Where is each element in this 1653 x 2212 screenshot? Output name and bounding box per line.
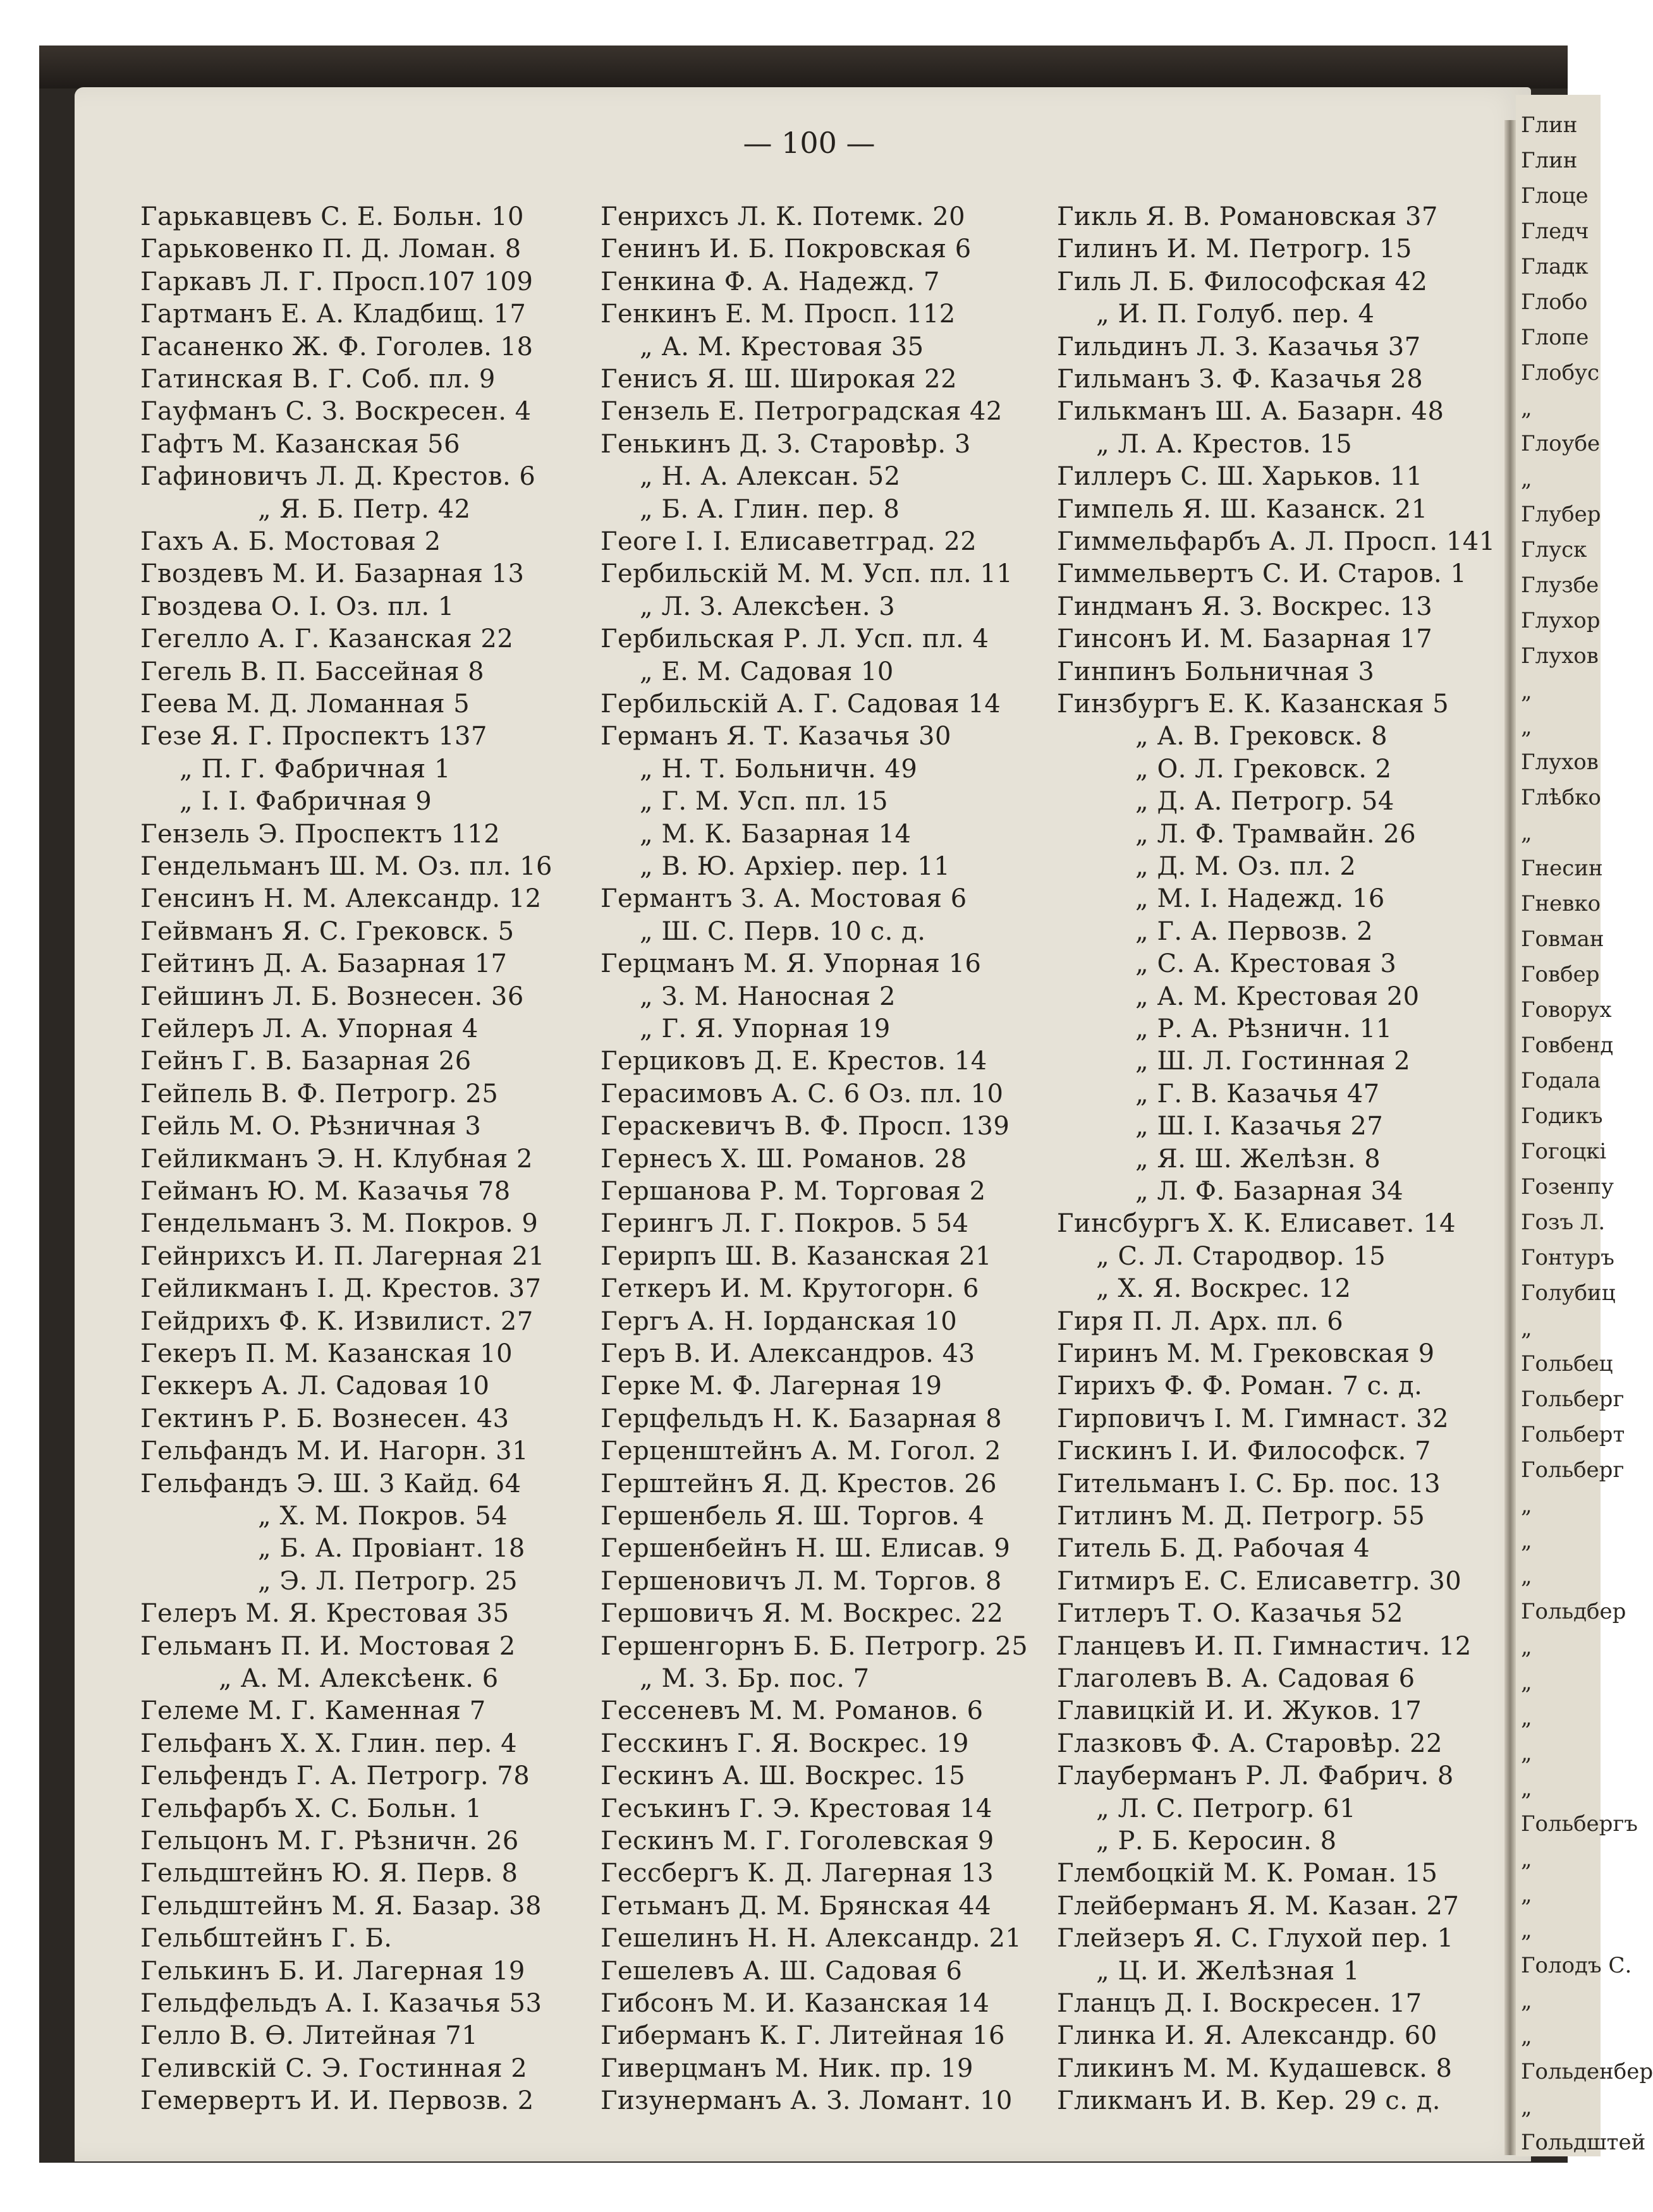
directory-entry: „ Л. Ф. Базарная 34 <box>1135 1177 1404 1206</box>
directory-entry: „ Ш. С. Перв. 10 с. д. <box>640 916 926 946</box>
adjacent-page-fragment: Глубер <box>1521 502 1601 527</box>
directory-entry: Гешелевъ А. Ш. Садовая 6 <box>601 1956 963 1986</box>
adjacent-page-fragment: Гладк <box>1521 254 1589 279</box>
directory-entry: „ З. М. Наносная 2 <box>640 981 896 1011</box>
directory-entry: Гиберманъ К. Г. Литейная 16 <box>601 2021 1005 2051</box>
directory-entry: Гельбштейнъ Г. Б. <box>140 1924 393 1954</box>
directory-entry: „ Г. М. Усп. пл. 15 <box>640 787 889 817</box>
directory-entry: Генрихсъ Л. К. Потемк. 20 <box>601 202 966 231</box>
directory-entry: „ М. З. Бр. пос. 7 <box>640 1664 870 1693</box>
directory-entry: Герингъ Л. Г. Покров. 5 54 <box>601 1209 969 1239</box>
adjacent-page-fragment: Глоубе <box>1521 431 1601 456</box>
directory-entry: „ Х. Я. Воскрес. 12 <box>1096 1274 1351 1304</box>
directory-entry: Гатинская В. Г. Соб. пл. 9 <box>140 365 496 394</box>
directory-entry: Гафтъ М. Казанская 56 <box>140 429 461 459</box>
directory-entry: Гартманъ Е. А. Кладбищ. 17 <box>140 300 527 329</box>
adjacent-page-fragment: Голодъ С. <box>1521 1953 1632 1978</box>
directory-entry: Гительманъ І. С. Бр. пос. 13 <box>1057 1469 1441 1498</box>
adjacent-page-fragment: Говман <box>1521 927 1604 952</box>
adjacent-page-fragment: Гогоцкі <box>1521 1139 1607 1164</box>
directory-entry: Гельцонъ М. Г. Рѣзничн. 26 <box>140 1826 519 1856</box>
directory-entry: Гендельманъ Ш. М. Оз. пл. 16 <box>140 852 552 881</box>
directory-entry: Гершанова Р. М. Торговая 2 <box>601 1177 986 1206</box>
directory-entry: Гитлинъ М. Д. Петрогр. 55 <box>1057 1502 1425 1531</box>
directory-entry: „ Б. А. Провіант. 18 <box>258 1534 525 1564</box>
directory-entry: Гиллеръ С. Ш. Харьков. 11 <box>1057 462 1423 492</box>
directory-entry: Гершеновичъ Л. М. Торгов. 8 <box>601 1566 1002 1596</box>
adjacent-page-fragment: Глухов <box>1521 643 1599 669</box>
directory-entry: Гиндманъ Я. З. Воскрес. 13 <box>1057 592 1433 621</box>
directory-entry: Гарьковенко П. Д. Ломан. 8 <box>140 234 522 264</box>
directory-entry: „ М. К. Базарная 14 <box>640 819 912 849</box>
directory-entry: Гиммельфарбъ А. Л. Просп. 141 <box>1057 527 1496 556</box>
adjacent-page-fragment: Гнесин <box>1521 856 1603 881</box>
adjacent-page-fragment: „ <box>1521 1564 1532 1589</box>
directory-entry: „ Л. С. Петрогр. 61 <box>1096 1794 1357 1823</box>
directory-entry: Гвоздевъ М. И. Базарная 13 <box>140 559 525 589</box>
adjacent-page-fragment: Глоце <box>1521 183 1589 209</box>
adjacent-page-edge <box>1516 95 1653 2156</box>
adjacent-page-fragment: Глин <box>1521 112 1578 138</box>
directory-entry: Гельфандъ Э. Ш. 3 Кайд. 64 <box>140 1469 522 1498</box>
adjacent-page-fragment: „ <box>1521 1634 1532 1660</box>
directory-entry: Гекеръ П. М. Казанская 10 <box>140 1339 513 1368</box>
directory-entry: Гезе Я. Г. Проспектъ 137 <box>140 722 487 751</box>
directory-entry: Гесъкинъ Г. Э. Крестовая 14 <box>601 1794 993 1823</box>
directory-entry: Гейманъ Ю. М. Казачья 78 <box>140 1177 511 1206</box>
adjacent-page-fragment: „ <box>1521 820 1532 846</box>
directory-entry: Гергъ А. Н. Іорданская 10 <box>601 1306 958 1336</box>
adjacent-page-fragment: „ <box>1521 1776 1532 1801</box>
directory-entry: Гельфарбъ Х. С. Больн. 1 <box>140 1794 482 1823</box>
adjacent-page-fragment: „ <box>1521 679 1532 704</box>
adjacent-page-fragment: „ <box>1521 466 1532 492</box>
page-number: — 100 — <box>743 126 875 160</box>
directory-entry: Герциковъ Д. Е. Крестов. 14 <box>601 1047 987 1076</box>
directory-entry: „ Э. Л. Петрогр. 25 <box>258 1566 518 1596</box>
directory-entry: Гизунерманъ А. З. Ломант. 10 <box>601 2086 1013 2116</box>
adjacent-page-fragment: Глѣбко <box>1521 785 1601 810</box>
directory-entry: Гельдфельдъ А. І. Казачья 53 <box>140 1989 542 2018</box>
directory-entry: Геккеръ А. Л. Садовая 10 <box>140 1371 490 1401</box>
directory-entry: „ Л. А. Крестов. 15 <box>1096 429 1353 459</box>
directory-entry: Геливскій С. Э. Гостинная 2 <box>140 2053 528 2083</box>
directory-entry: Гетьманъ Д. М. Брянская 44 <box>601 1891 992 1921</box>
directory-entry: Гербильскій А. Г. Садовая 14 <box>601 690 1001 719</box>
directory-entry: „ А. М. Крестовая 20 <box>1135 981 1420 1011</box>
directory-entry: Гиринъ М. М. Грековская 9 <box>1057 1339 1435 1368</box>
directory-entry: Гликманъ И. В. Кер. 29 с. д. <box>1057 2086 1441 2116</box>
directory-column-2 <box>601 201 1087 2116</box>
directory-entry: Гитлеръ Т. О. Казачья 52 <box>1057 1599 1403 1629</box>
adjacent-page-fragment: „ <box>1521 1528 1532 1553</box>
directory-entry: Геръ В. И. Александров. 43 <box>601 1339 975 1368</box>
directory-entry: Гегелло А. Г. Казанская 22 <box>140 624 514 654</box>
directory-entry: Глазковъ Ф. А. Старовѣр. 22 <box>1057 1729 1443 1758</box>
directory-entry: Глейберманъ Я. М. Казан. 27 <box>1057 1891 1460 1921</box>
directory-entry: Герцфельдъ Н. К. Базарная 8 <box>601 1404 1003 1433</box>
directory-entry: Гильдинъ Л. З. Казачья 37 <box>1057 332 1421 362</box>
directory-entry: Гинпинъ Больничная 3 <box>1057 657 1375 686</box>
directory-entry: Герцманъ М. Я. Упорная 16 <box>601 949 982 979</box>
directory-entry: Гершовичъ Я. М. Воскрес. 22 <box>601 1599 1004 1629</box>
directory-entry: Гейпель В. Ф. Петрогр. 25 <box>140 1079 499 1109</box>
directory-entry: Гейнрихсъ И. П. Лагерная 21 <box>140 1241 545 1271</box>
directory-entry: „ П. Г. Фабричная 1 <box>180 754 451 784</box>
adjacent-page-fragment: Гледч <box>1521 219 1589 244</box>
adjacent-page-fragment: Глухор <box>1521 608 1601 633</box>
directory-entry: Гельфандъ М. И. Нагорн. 31 <box>140 1437 529 1466</box>
directory-entry: „ С. А. Крестовая 3 <box>1135 949 1397 979</box>
directory-entry: „ Я. Б. Петр. 42 <box>258 494 471 524</box>
directory-entry: „ Б. А. Глин. пер. 8 <box>640 494 900 524</box>
directory-entry: Гейтинъ Д. А. Базарная 17 <box>140 949 508 979</box>
directory-entry: Гикль Я. В. Романовская 37 <box>1057 202 1438 231</box>
directory-entry: „ Ш. Л. Гостинная 2 <box>1135 1047 1411 1076</box>
directory-entry: Гензель Е. Петроградская 42 <box>601 397 1003 427</box>
adjacent-page-fragment: „ <box>1521 1917 1532 1943</box>
directory-entry: Гиря П. Л. Арх. пл. 6 <box>1057 1306 1344 1336</box>
directory-entry: Гербильская Р. Л. Усп. пл. 4 <box>601 624 989 654</box>
directory-entry: „ Л. З. Алексѣен. 3 <box>640 592 896 621</box>
directory-entry: Гелеме М. Г. Каменная 7 <box>140 1696 486 1726</box>
directory-entry: Гейнъ Г. В. Базарная 26 <box>140 1047 472 1076</box>
directory-entry: Генькинъ Д. З. Старовѣр. 3 <box>601 429 971 459</box>
directory-entry: Гафиновичъ Л. Д. Крестов. 6 <box>140 462 536 492</box>
directory-entry: Гарькавцевъ С. Е. Больн. 10 <box>140 202 524 231</box>
adjacent-page-fragment: Голубиц <box>1521 1280 1616 1306</box>
adjacent-page-fragment: Глузбе <box>1521 573 1599 598</box>
directory-entry: Гесскинъ Г. Я. Воскрес. 19 <box>601 1729 969 1758</box>
directory-entry: „ Н. А. Алексан. 52 <box>640 462 901 492</box>
directory-entry: Генисъ Я. Ш. Широкая 22 <box>601 365 958 394</box>
directory-entry: „ Д. М. Оз. пл. 2 <box>1135 852 1357 881</box>
directory-entry: „ Л. Ф. Трамвайн. 26 <box>1135 819 1417 849</box>
directory-entry: „ М. І. Надежд. 16 <box>1135 884 1385 914</box>
adjacent-page-fragment: Гольберг <box>1521 1387 1625 1412</box>
directory-entry: Геоге І. І. Елисаветград. 22 <box>601 527 977 556</box>
directory-entry: Гирповичъ І. М. Гимнаст. 32 <box>1057 1404 1449 1433</box>
directory-entry: Гауфманъ С. З. Воскресен. 4 <box>140 397 532 427</box>
directory-entry: Герирпъ Ш. В. Казанская 21 <box>601 1241 992 1271</box>
adjacent-page-fragment: Годала <box>1521 1068 1601 1093</box>
book-edge <box>39 46 1568 88</box>
directory-entry: Гершенбейнъ Н. Ш. Елисав. 9 <box>601 1534 1011 1564</box>
directory-entry: Генинъ И. Б. Покровская 6 <box>601 234 972 264</box>
directory-entry: „ Х. М. Покров. 54 <box>258 1502 508 1531</box>
adjacent-page-fragment: Глуск <box>1521 537 1587 562</box>
directory-entry: Глембоцкій М. К. Роман. 15 <box>1057 1859 1438 1888</box>
directory-entry: „ С. Л. Стародвор. 15 <box>1096 1241 1386 1271</box>
directory-entry: Герке М. Ф. Лагерная 19 <box>601 1371 942 1401</box>
directory-entry: Гектинъ Р. Б. Вознесен. 43 <box>140 1404 509 1433</box>
directory-entry: Гахъ А. Б. Мостовая 2 <box>140 527 441 556</box>
directory-entry: „ И. П. Голуб. пер. 4 <box>1096 300 1375 329</box>
adjacent-page-fragment: Говбер <box>1521 962 1600 987</box>
directory-entry: Гасаненко Ж. Ф. Гоголев. 18 <box>140 332 534 362</box>
directory-entry: Генкинъ Е. М. Просп. 112 <box>601 300 956 329</box>
directory-entry: „ Я. Ш. Желѣзн. 8 <box>1135 1144 1381 1174</box>
directory-entry: „ Г. А. Первозв. 2 <box>1135 916 1374 946</box>
directory-entry: Гинзбургъ Е. К. Казанская 5 <box>1057 690 1449 719</box>
directory-entry: Гессбергъ К. Д. Лагерная 13 <box>601 1859 994 1888</box>
directory-entry: Генсинъ Н. М. Александр. 12 <box>140 884 542 914</box>
directory-entry: Гейдрихъ Ф. К. Извилист. 27 <box>140 1306 534 1336</box>
directory-entry: Гельдштейнъ М. Я. Базар. 38 <box>140 1891 542 1921</box>
directory-entry: Гаркавъ Л. Г. Просп.107 109 <box>140 267 534 296</box>
directory-entry: Гейвманъ Я. С. Грековск. 5 <box>140 916 515 946</box>
directory-entry: „ Р. А. Рѣзничн. 11 <box>1135 1014 1393 1043</box>
directory-entry: Герасимовъ А. С. 6 Оз. пл. 10 <box>601 1079 1004 1109</box>
directory-entry: Гегель В. П. Бассейная 8 <box>140 657 485 686</box>
directory-entry: „ Ш. І. Казачья 27 <box>1135 1112 1384 1141</box>
directory-entry: Гитель Б. Д. Рабочая 4 <box>1057 1534 1370 1564</box>
directory-entry: Гиммельвертъ С. И. Старов. 1 <box>1057 559 1467 589</box>
directory-entry: Гензель Э. Проспектъ 112 <box>140 819 501 849</box>
directory-entry: Герценштейнъ А. М. Гогол. 2 <box>601 1437 1001 1466</box>
adjacent-page-fragment: Гозъ Л. <box>1521 1210 1606 1235</box>
directory-entry: Геева М. Д. Ломанная 5 <box>140 690 470 719</box>
directory-entry: Гендельманъ З. М. Покров. 9 <box>140 1209 539 1239</box>
directory-entry: Гейлеръ Л. А. Упорная 4 <box>140 1014 479 1043</box>
adjacent-page-fragment: Гонтуръ <box>1521 1245 1614 1270</box>
directory-entry: „ Е. М. Садовая 10 <box>640 657 894 686</box>
directory-entry: „ Г. Я. Упорная 19 <box>640 1014 891 1043</box>
directory-entry: Гильманъ З. Ф. Казачья 28 <box>1057 365 1424 394</box>
directory-entry: „ О. Л. Грековск. 2 <box>1135 754 1392 784</box>
adjacent-page-fragment: Гозенпу <box>1521 1174 1614 1200</box>
directory-entry: Гиль Л. Б. Философская 42 <box>1057 267 1428 296</box>
directory-entry: Главицкій И. И. Жуков. 17 <box>1057 1696 1422 1726</box>
directory-entry: Гелькинъ Б. И. Лагерная 19 <box>140 1956 525 1986</box>
adjacent-page-fragment: Глин <box>1521 148 1578 173</box>
adjacent-page-fragment: Говбенд <box>1521 1033 1614 1058</box>
adjacent-page-fragment: Гольденбер <box>1521 2059 1653 2084</box>
adjacent-page-fragment: Глобо <box>1521 289 1588 315</box>
directory-entry: Глауберманъ Р. Л. Фабрич. 8 <box>1057 1761 1454 1791</box>
directory-entry: „ Н. Т. Больничн. 49 <box>640 754 918 784</box>
directory-entry: Гешелинъ Н. Н. Александр. 21 <box>601 1924 1022 1954</box>
directory-entry: Гербильскій М. М. Усп. пл. 11 <box>601 559 1013 589</box>
directory-entry: Гельфендъ Г. А. Петрогр. 78 <box>140 1761 530 1791</box>
directory-entry: Гелеръ М. Я. Крестовая 35 <box>140 1599 509 1629</box>
directory-entry: Гинсбургъ Х. К. Елисавет. 14 <box>1057 1209 1456 1239</box>
adjacent-page-fragment: „ <box>1521 1493 1532 1518</box>
directory-entry: Германтъ З. А. Мостовая 6 <box>601 884 967 914</box>
directory-entry: Гелло В. Ѳ. Литейная 71 <box>140 2021 479 2051</box>
adjacent-page-fragment: „ <box>1521 2024 1532 2049</box>
directory-entry: Герштейнъ Я. Д. Крестов. 26 <box>601 1469 997 1498</box>
directory-entry: Глейзеръ Я. С. Глухой пер. 1 <box>1057 1924 1454 1954</box>
adjacent-page-fragment: Гольдштей <box>1521 2130 1646 2155</box>
adjacent-page-fragment: Годикъ <box>1521 1103 1603 1129</box>
directory-entry: Гельдштейнъ Ю. Я. Перв. 8 <box>140 1859 518 1888</box>
directory-entry: Гискинъ І. И. Философск. 7 <box>1057 1437 1432 1466</box>
adjacent-page-fragment: Гольбергъ <box>1521 1811 1638 1837</box>
adjacent-page-fragment: „ <box>1521 1741 1532 1766</box>
adjacent-page-fragment: Гольберт <box>1521 1422 1625 1447</box>
adjacent-page-fragment: „ <box>1521 1847 1532 1872</box>
adjacent-page-fragment: „ <box>1521 2094 1532 2120</box>
directory-entry: Гирихъ Ф. Ф. Роман. 7 с. д. <box>1057 1371 1423 1401</box>
directory-entry: Гернесъ Х. Ш. Романов. 28 <box>601 1144 967 1174</box>
adjacent-page-fragment: Гольдбер <box>1521 1599 1626 1624</box>
adjacent-page-fragment: Глухов <box>1521 750 1599 775</box>
directory-entry: Гераскевичъ В. Ф. Просп. 139 <box>601 1112 1010 1141</box>
directory-entry: „ В. Ю. Архіер. пер. 11 <box>640 852 951 881</box>
directory-entry: Гейликманъ Э. Н. Клубная 2 <box>140 1144 533 1174</box>
directory-entry: Гвоздева О. І. Оз. пл. 1 <box>140 592 454 621</box>
directory-entry: Гитмиръ Е. С. Елисаветгр. 30 <box>1057 1566 1462 1596</box>
adjacent-page-fragment: „ <box>1521 1316 1532 1341</box>
directory-entry: „ Д. А. Петрогр. 54 <box>1135 787 1394 817</box>
adjacent-page-fragment: „ <box>1521 1705 1532 1730</box>
directory-entry: Глинка И. Я. Александр. 60 <box>1057 2021 1437 2051</box>
directory-entry: „ Ц. И. Желѣзная 1 <box>1096 1956 1360 1986</box>
adjacent-page-fragment: „ <box>1521 714 1532 739</box>
directory-entry: Гейликманъ І. Д. Крестов. 37 <box>140 1274 542 1304</box>
directory-entry: „ Г. В. Казачья 47 <box>1135 1079 1380 1109</box>
adjacent-page-fragment: Гольбец <box>1521 1351 1613 1376</box>
directory-entry: Гимпель Я. Ш. Казанск. 21 <box>1057 494 1428 524</box>
directory-entry: „ І. І. Фабричная 9 <box>180 787 432 817</box>
directory-entry: „ Р. Б. Керосин. 8 <box>1096 1826 1337 1856</box>
directory-entry: Гескинъ М. Г. Гоголевская 9 <box>601 1826 994 1856</box>
directory-entry: Гейшинъ Л. Б. Вознесен. 36 <box>140 981 524 1011</box>
directory-entry: Генкина Ф. А. Надежд. 7 <box>601 267 940 296</box>
directory-entry: Глаголевъ В. А. Садовая 6 <box>1057 1664 1415 1693</box>
directory-column-1 <box>140 201 623 2116</box>
directory-entry: Гемервертъ И. И. Первозв. 2 <box>140 2086 534 2116</box>
directory-entry: Гибсонъ М. И. Казанская 14 <box>601 1989 990 2018</box>
directory-entry: Гилинъ И. М. Петрогр. 15 <box>1057 234 1412 264</box>
adjacent-page-fragment: „ <box>1521 1988 1532 2014</box>
adjacent-page-fragment: Гневко <box>1521 891 1601 916</box>
adjacent-page-fragment: Глопе <box>1521 325 1589 350</box>
directory-entry: Германъ Я. Т. Казачья 30 <box>601 722 951 751</box>
adjacent-page-fragment: „ <box>1521 1670 1532 1695</box>
directory-entry: „ А. М. Крестовая 35 <box>640 332 924 362</box>
directory-entry: Гланцевъ И. П. Гимнастич. 12 <box>1057 1631 1472 1661</box>
adjacent-page-fragment: „ <box>1521 1882 1532 1907</box>
book-spine-gutter <box>1504 120 1516 2155</box>
directory-column-3 <box>1057 201 1499 2116</box>
directory-entry: Гиверцманъ М. Ник. пр. 19 <box>601 2053 973 2083</box>
directory-entry: Гейль М. О. Рѣзничная 3 <box>140 1112 482 1141</box>
adjacent-page-fragment: Гольберг <box>1521 1457 1625 1483</box>
directory-entry: Гликинъ М. М. Кудашевск. 8 <box>1057 2053 1453 2083</box>
directory-entry: Гершенбель Я. Ш. Торгов. 4 <box>601 1502 985 1531</box>
directory-entry: „ А. М. Алексѣенк. 6 <box>219 1664 499 1693</box>
directory-entry: Гельфанъ Х. Х. Глин. пер. 4 <box>140 1729 518 1758</box>
directory-entry: Гланцъ Д. І. Воскресен. 17 <box>1057 1989 1422 2018</box>
directory-entry: Гельманъ П. И. Мостовая 2 <box>140 1631 516 1661</box>
directory-entry: Гессеневъ М. М. Романов. 6 <box>601 1696 984 1726</box>
directory-entry: Гилькманъ Ш. А. Базарн. 48 <box>1057 397 1444 427</box>
directory-entry: „ А. В. Грековск. 8 <box>1135 722 1388 751</box>
directory-entry: Геткеръ И. М. Крутогорн. 6 <box>601 1274 979 1304</box>
adjacent-page-fragment: Глобус <box>1521 360 1600 386</box>
directory-entry: Гескинъ А. Ш. Воскрес. 15 <box>601 1761 966 1791</box>
directory-entry: Гершенгорнъ Б. Б. Петрогр. 25 <box>601 1631 1028 1661</box>
adjacent-page-fragment: „ <box>1521 396 1532 421</box>
adjacent-page-fragment: Говорух <box>1521 997 1612 1023</box>
directory-entry: Гинсонъ И. М. Базарная 17 <box>1057 624 1433 654</box>
